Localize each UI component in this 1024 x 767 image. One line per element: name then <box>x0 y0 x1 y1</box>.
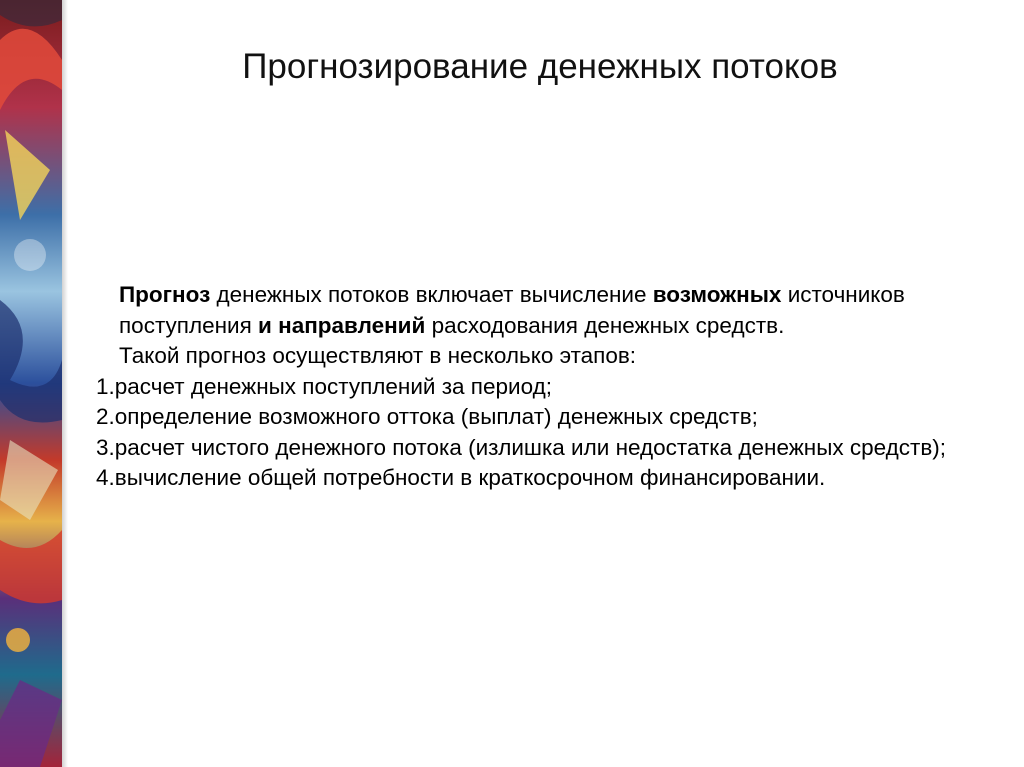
intro-text-2: источников поступления <box>119 282 905 338</box>
stages-intro: Такой прогноз осуществляют в несколько этапов: <box>119 343 637 368</box>
step-item: 1.расчет денежных поступлений за период; <box>96 373 552 399</box>
art-strip-shadow <box>62 0 68 767</box>
intro-text-1: денежных потоков включает вычисление <box>210 282 653 307</box>
bold-term-directions: и направлений <box>258 312 426 338</box>
decorative-art-strip <box>0 0 62 767</box>
bold-term-forecast: Прогноз <box>119 282 211 307</box>
intro-text-3: расходования денежных средств. <box>425 312 785 338</box>
slide-title: Прогнозирование денежных потоков <box>242 47 838 86</box>
step-item: 2.определение возможного оттока (выплат) денежных средств; <box>96 404 758 429</box>
intro-paragraph <box>96 280 976 341</box>
step-item: 4.вычисление общей потребности в краткосрочном финансировании. <box>96 465 826 490</box>
slide-body <box>96 280 976 494</box>
step-item: 3.расчет чистого денежного потока (излишка или недостатка денежных средств); <box>96 434 947 460</box>
abstract-art-icon <box>0 0 62 767</box>
bold-term-possible: возможных <box>652 282 782 307</box>
